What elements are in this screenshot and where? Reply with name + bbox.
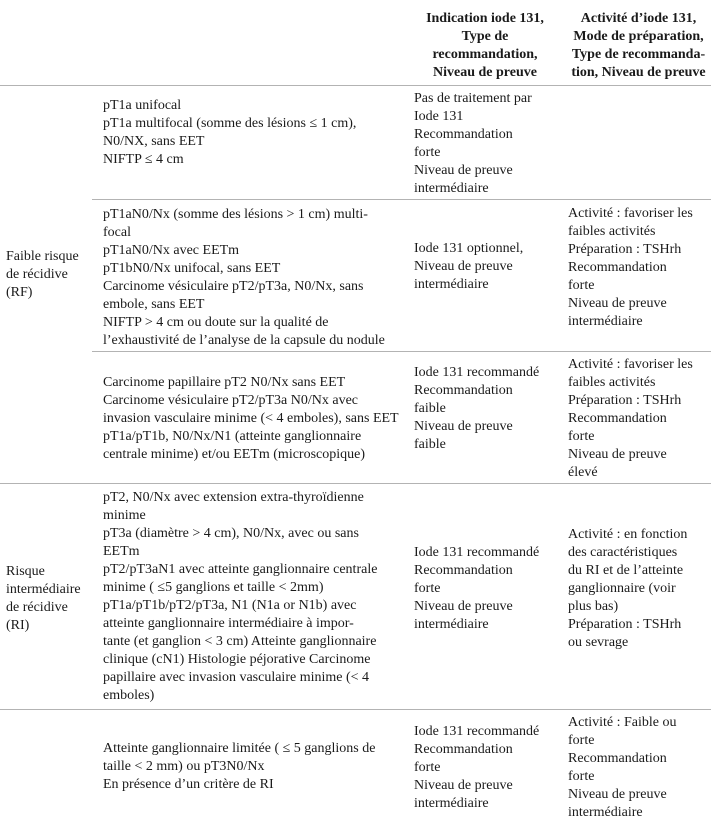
indication-cell: Pas de traitement par Iode 131 Recommandation forte Niveau de preuve intermédiaire	[414, 91, 532, 196]
indication-cell: Iode 131 recommandé Recommandation faible Niveau de preuve faible	[414, 365, 540, 452]
criteria-cell: pT2, N0/Nx avec extension extra-thyroïdienne minime pT3a (diamètre > 4 cm), N0/Nx, avec ou sans EETm pT2/pT3aN1 avec atteinte ganglionnaire centrale minime ( ≤5 ganglions et taille < 2mm) pT1a/pT1b/pT2/pT3a, N1 (N1a or N1b) avec atteinte ganglionnaire intermédiaire à impor- tante (et ganglion < 3 cm) Atteinte ganglionnaire clinique (cN1) Histologie péjorative Carcinome papillaire avec invasion vasculaire minime (< 4 emboles)	[103, 490, 378, 703]
activite-cell: Activité : en fonction des caractéristiques du RI et de l’atteinte ganglionnaire (voir plus bas) Préparation : TSHrh ou sevrage	[568, 527, 688, 650]
indication-cell: Iode 131 optionnel, Niveau de preuve intermédiaire	[414, 241, 524, 292]
activite-cell: Activité : favoriser les faibles activités Préparation : TSHrh Recommandation forte Niveau de preuve intermédiaire	[568, 206, 693, 329]
group-label-rf: Faible risque de récidive (RF)	[6, 249, 79, 300]
row-divider	[92, 351, 711, 352]
criteria-cell: Carcinome papillaire pT2 N0/Nx sans EET Carcinome vésiculaire pT2/pT3a N0/Nx avec invasion vasculaire minime (< 4 emboles), sans EET pT1a/pT1b, N0/Nx/N1 (atteinte ganglionnaire centrale minime) et/ou EETm (microscopique)	[103, 375, 399, 462]
header-divider	[0, 85, 711, 86]
criteria-cell: Atteinte ganglionnaire limitée ( ≤ 5 ganglions de taille < 2 mm) ou pT3N0/Nx En présence d’un critère de RI	[103, 741, 376, 792]
group-label-ri: Risque intermédiaire de récidive (RI)	[6, 564, 81, 633]
header-activite: Activité d’iode 131, Mode de préparation, Type de recommanda- tion, Niveau de preuve	[571, 11, 706, 80]
criteria-cell: pT1aN0/Nx (somme des lésions > 1 cm) multi- focal pT1aN0/Nx avec EETm pT1bN0/Nx unifocal, sans EET Carcinome vésiculaire pT2/pT3a, N0/Nx, sans embole, sans EET NIFTP > 4 cm ou doute sur la qualité de l’exhaustivité de l’analyse de la capsule du nodule	[103, 207, 385, 348]
activite-cell: Activité : favoriser les faibles activités Préparation : TSHrh Recommandation forte Niveau de preuve élevé	[568, 357, 693, 480]
header-indication: Indication iode 131, Type de recommandation, Niveau de preuve	[426, 11, 544, 80]
indication-cell: Iode 131 recommandé Recommandation forte Niveau de preuve intermédiaire	[414, 545, 540, 632]
activite-cell: Activité : Faible ou forte Recommandation forte Niveau de preuve intermédiaire	[568, 715, 677, 820]
group-divider	[0, 483, 711, 484]
criteria-cell: pT1a unifocal pT1a multifocal (somme des lésions ≤ 1 cm), N0/NX, sans EET NIFTP ≤ 4 cm	[103, 98, 357, 167]
row-divider	[0, 709, 711, 710]
indication-cell: Iode 131 recommandé Recommandation forte Niveau de preuve intermédiaire	[414, 724, 540, 811]
row-divider	[92, 199, 711, 200]
